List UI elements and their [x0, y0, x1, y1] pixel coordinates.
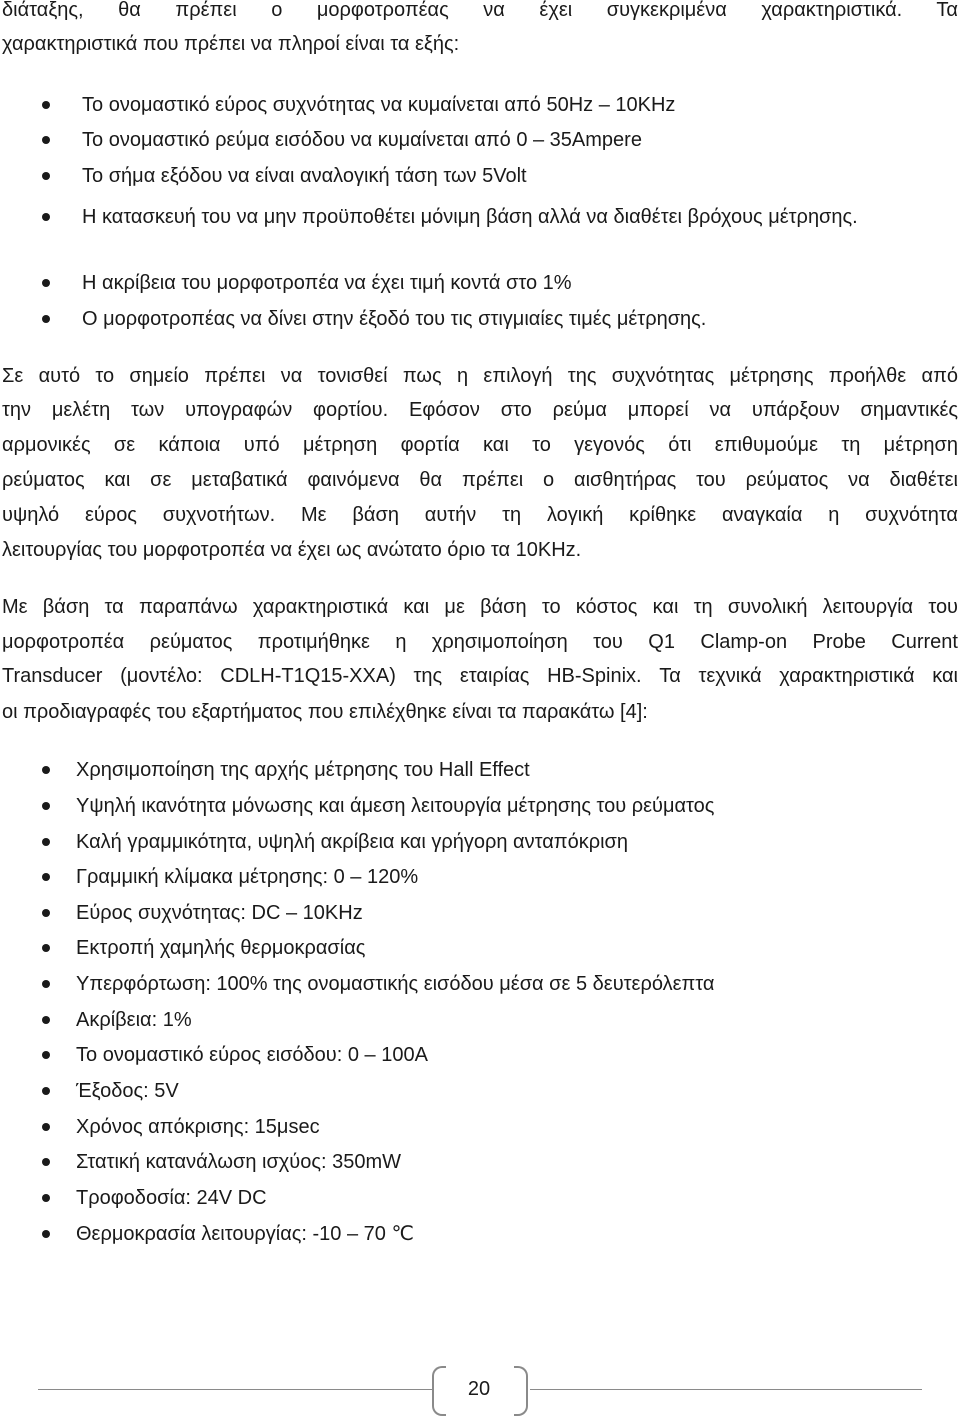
- bullet-icon: [42, 1123, 50, 1131]
- paragraph-line: αρμονικές σε κάποια υπό μέτρηση φορτία και το γεγονός ότι επιθυμούμε τη μέτρηση: [2, 434, 958, 456]
- bullet-icon: [42, 1087, 50, 1095]
- list-item: Η κατασκευή του να μην προϋποθέτει μόνιμη βάση αλλά να διαθέτει βρόχους μέτρησης.: [82, 200, 958, 235]
- list-item: Τροφοδοσία: 24V DC: [76, 1186, 958, 1210]
- paragraph-line: Σε αυτό το σημείο πρέπει να τονισθεί πως η επιλογή της συχνότητας μέτρησης προήλθε από: [2, 365, 958, 387]
- bullet-icon: [42, 1194, 50, 1202]
- paragraph-line: μορφοτροπέα ρεύματος προτιμήθηκε η χρησιμοποίηση του Q1 Clamp-on Probe Current: [2, 631, 958, 653]
- list-item: Στατική κατανάλωση ισχύος: 350mW: [76, 1150, 958, 1174]
- left-brace-icon: [432, 1366, 446, 1416]
- paragraph-line: Με βάση τα παραπάνω χαρακτηριστικά και με βάση το κόστος και τη συνολική λειτουργία του: [2, 596, 958, 618]
- list-item: Θερμοκρασία λειτουργίας: -10 – 70 ℃: [76, 1222, 958, 1246]
- list-item: Έξοδος: 5V: [76, 1079, 958, 1103]
- list-item: Το ονομαστικό εύρος εισόδου: 0 – 100A: [76, 1043, 958, 1067]
- bullet-icon: [42, 1051, 50, 1059]
- bullet-icon: [42, 838, 50, 846]
- paragraph-line: ρεύματος και σε μεταβατικά φαινόμενα θα πρέπει ο αισθητήρας του ρεύματος να διαθέτει: [2, 469, 958, 491]
- right-brace-icon: [514, 1366, 528, 1416]
- list-item: Ο μορφοτροπέας να δίνει στην έξοδό του τις στιγμιαίες τιμές μέτρησης.: [82, 307, 958, 331]
- bullet-icon: [42, 1158, 50, 1166]
- list-item: Το ονομαστικό ρεύμα εισόδου να κυμαίνεται από 0 – 35Ampere: [82, 128, 958, 152]
- bullet-icon: [42, 1230, 50, 1238]
- list-item: Το ονομαστικό εύρος συχνότητας να κυμαίνεται από 50Hz – 10KHz: [82, 93, 958, 117]
- footer-rule-left: [38, 1389, 432, 1390]
- list-item: Η ακρίβεια του μορφοτροπέα να έχει τιμή κοντά στο 1%: [82, 271, 958, 295]
- list-item: Εκτροπή χαμηλής θερμοκρασίας: [76, 936, 958, 960]
- bullet-icon: [42, 980, 50, 988]
- bullet-icon: [42, 873, 50, 881]
- bullet-icon: [42, 944, 50, 952]
- list-item: Υπερφόρτωση: 100% της ονομαστικής εισόδου μέσα σε 5 δευτερόλεπτα: [76, 972, 958, 996]
- bullet-icon: [42, 279, 50, 287]
- intro-line-1: διάταξης, θα πρέπει ο μορφοτροπέας να έχει συγκεκριμένα χαρακτηριστικά. Τα: [2, 0, 958, 21]
- intro-line-2: χαρακτηριστικά που πρέπει να πληροί είναι τα εξής:: [2, 33, 460, 55]
- bullet-icon: [42, 766, 50, 774]
- paragraph-line: οι προδιαγραφές του εξαρτήματος που επιλέχθηκε είναι τα παρακάτω [4]:: [2, 701, 648, 723]
- list-item: Ακρίβεια: 1%: [76, 1008, 958, 1032]
- bullet-icon: [42, 1016, 50, 1024]
- list-item: Καλή γραμμικότητα, υψηλή ακρίβεια και γρήγορη ανταπόκριση: [76, 830, 958, 854]
- bullet-icon: [42, 909, 50, 917]
- paragraph-line: υψηλό εύρος συχνοτήτων. Με βάση αυτήν τη λογική κρίθηκε αναγκαία η συχνότητα: [2, 504, 958, 526]
- bullet-icon: [42, 802, 50, 810]
- bullet-icon: [42, 101, 50, 109]
- list-item: Γραμμική κλίμακα μέτρησης: 0 – 120%: [76, 865, 958, 889]
- paragraph-line: Transducer (μοντέλο: CDLH-T1Q15-XXA) της εταιρίας HB-Spinix. Τα τεχνικά χαρακτηριστικά και: [2, 665, 958, 687]
- list-item: Χρόνος απόκρισης: 15μsec: [76, 1115, 958, 1139]
- list-item: Χρησιμοποίηση της αρχής μέτρησης του Hall Effect: [76, 758, 958, 782]
- bullet-icon: [42, 172, 50, 180]
- footer-rule-right: [530, 1389, 922, 1390]
- paragraph-line: λειτουργίας του μορφοτροπέα να έχει ως ανώτατο όριο τα 10KHz.: [2, 539, 582, 561]
- bullet-icon: [42, 315, 50, 323]
- page-number: 20: [467, 1378, 491, 1400]
- list-item: Εύρος συχνότητας: DC – 10KHz: [76, 901, 958, 925]
- list-item: Το σήμα εξόδου να είναι αναλογική τάση των 5Volt: [82, 164, 958, 188]
- list-item: Υψηλή ικανότητα μόνωσης και άμεση λειτουργία μέτρησης του ρεύματος: [76, 794, 958, 818]
- bullet-icon: [42, 213, 50, 221]
- bullet-icon: [42, 136, 50, 144]
- paragraph-line: την μελέτη των υπογραφών φορτίου. Εφόσον στο ρεύμα μπορεί να υπάρξουν σημαντικές: [2, 399, 958, 421]
